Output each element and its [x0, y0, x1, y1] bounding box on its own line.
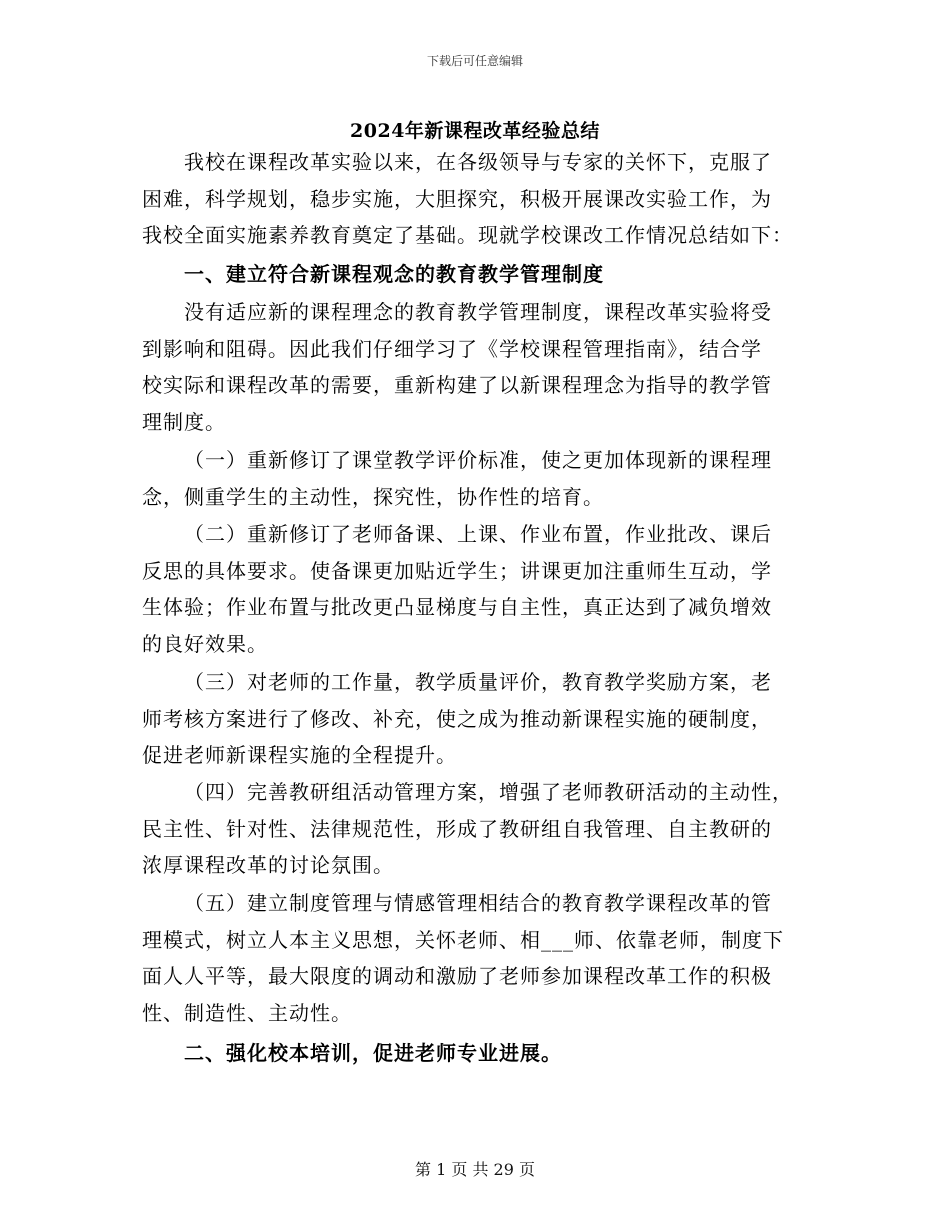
intro-paragraph: [142, 144, 802, 254]
section-heading-1: [142, 256, 802, 293]
text-line: 困难，科学规划，稳步实施，大胆探究，积极开展课改实验工作，为: [142, 186, 772, 211]
list-item-1: [142, 442, 802, 515]
text-line: 校实际和课程改革的需要，重新构建了以新课程理念为指导的教学管: [142, 373, 772, 397]
heading-text: 一、建立符合新课程观念的教育教学管理制度: [184, 262, 604, 286]
text-line: （二）重新修订了老师备课、上课、作业布置，作业批改、课后: [184, 522, 772, 546]
text-line: （三）对老师的工作量，教学质量评价，教育教学奖励方案，老: [184, 670, 772, 694]
text-line: 到影响和阻碍。因此我们仔细学习了《学校课程管理指南》，结合学: [142, 336, 762, 361]
text-line: （四）完善教研组活动管理方案，增强了老师教研活动的主动性，: [184, 780, 793, 804]
text-line: 念，侧重学生的主动性，探究性，协作性的培育。: [142, 484, 604, 509]
document-title: 2024年新课程改革经验总结: [350, 120, 600, 142]
section-heading-2: [142, 1035, 802, 1072]
text-line: 性、制造性、主动性。: [142, 1000, 352, 1025]
text-line: （一）重新修订了课堂教学评价标准，使之更加体现新的课程理: [184, 448, 772, 472]
list-item-5: [142, 885, 802, 1031]
text-line: 的良好效果。: [142, 631, 268, 656]
page-header-note: 下载后可任意编辑: [426, 54, 523, 68]
text-line: 我校全面实施素养教育奠定了基础。现就学校课改工作情况总结如下：: [142, 223, 793, 247]
page-number: 第 1 页 共 29 页: [415, 1160, 535, 1179]
heading-text: 二、强化校本培训，促进老师专业进展。: [184, 1041, 562, 1065]
text-line: 我校在课程改革实验以来，在各级领导与专家的关怀下，克服了: [184, 150, 772, 174]
text-line: 师考核方案进行了修改、补充，使之成为推动新课程实施的硬制度，: [142, 706, 772, 731]
text-line: 面人人平等，最大限度的调动和激励了老师参加课程改革工作的积极: [142, 964, 772, 988]
text-line: 反思的具体要求。使备课更加贴近学生；讲课更加注重师生互动，学: [142, 558, 772, 583]
text-line: 没有适应新的课程理念的教育教学管理制度，课程改革实验将受: [184, 300, 772, 324]
list-item-2: [142, 516, 802, 662]
text-line: 理制度。: [142, 409, 226, 434]
text-line: 浓厚课程改革的讨论氛围。: [142, 853, 394, 877]
text-line: 理模式，树立人本主义思想，关怀老师、相___师、依靠老师，制度下: [142, 927, 784, 952]
list-item-4: [142, 774, 802, 884]
paragraph-1: [142, 294, 802, 440]
list-item-3: [142, 664, 802, 774]
text-line: 生体验；作业布置与批改更凸显梯度与自主性，真正达到了减负增效: [142, 595, 772, 619]
text-line: 促进老师新课程实施的全程提升。: [142, 743, 457, 767]
text-line: （五）建立制度管理与情感管理相结合的教育教学课程改革的管: [184, 891, 772, 915]
text-line: 民主性、针对性、法律规范性，形成了教研组自我管理、自主教研的: [142, 816, 772, 841]
